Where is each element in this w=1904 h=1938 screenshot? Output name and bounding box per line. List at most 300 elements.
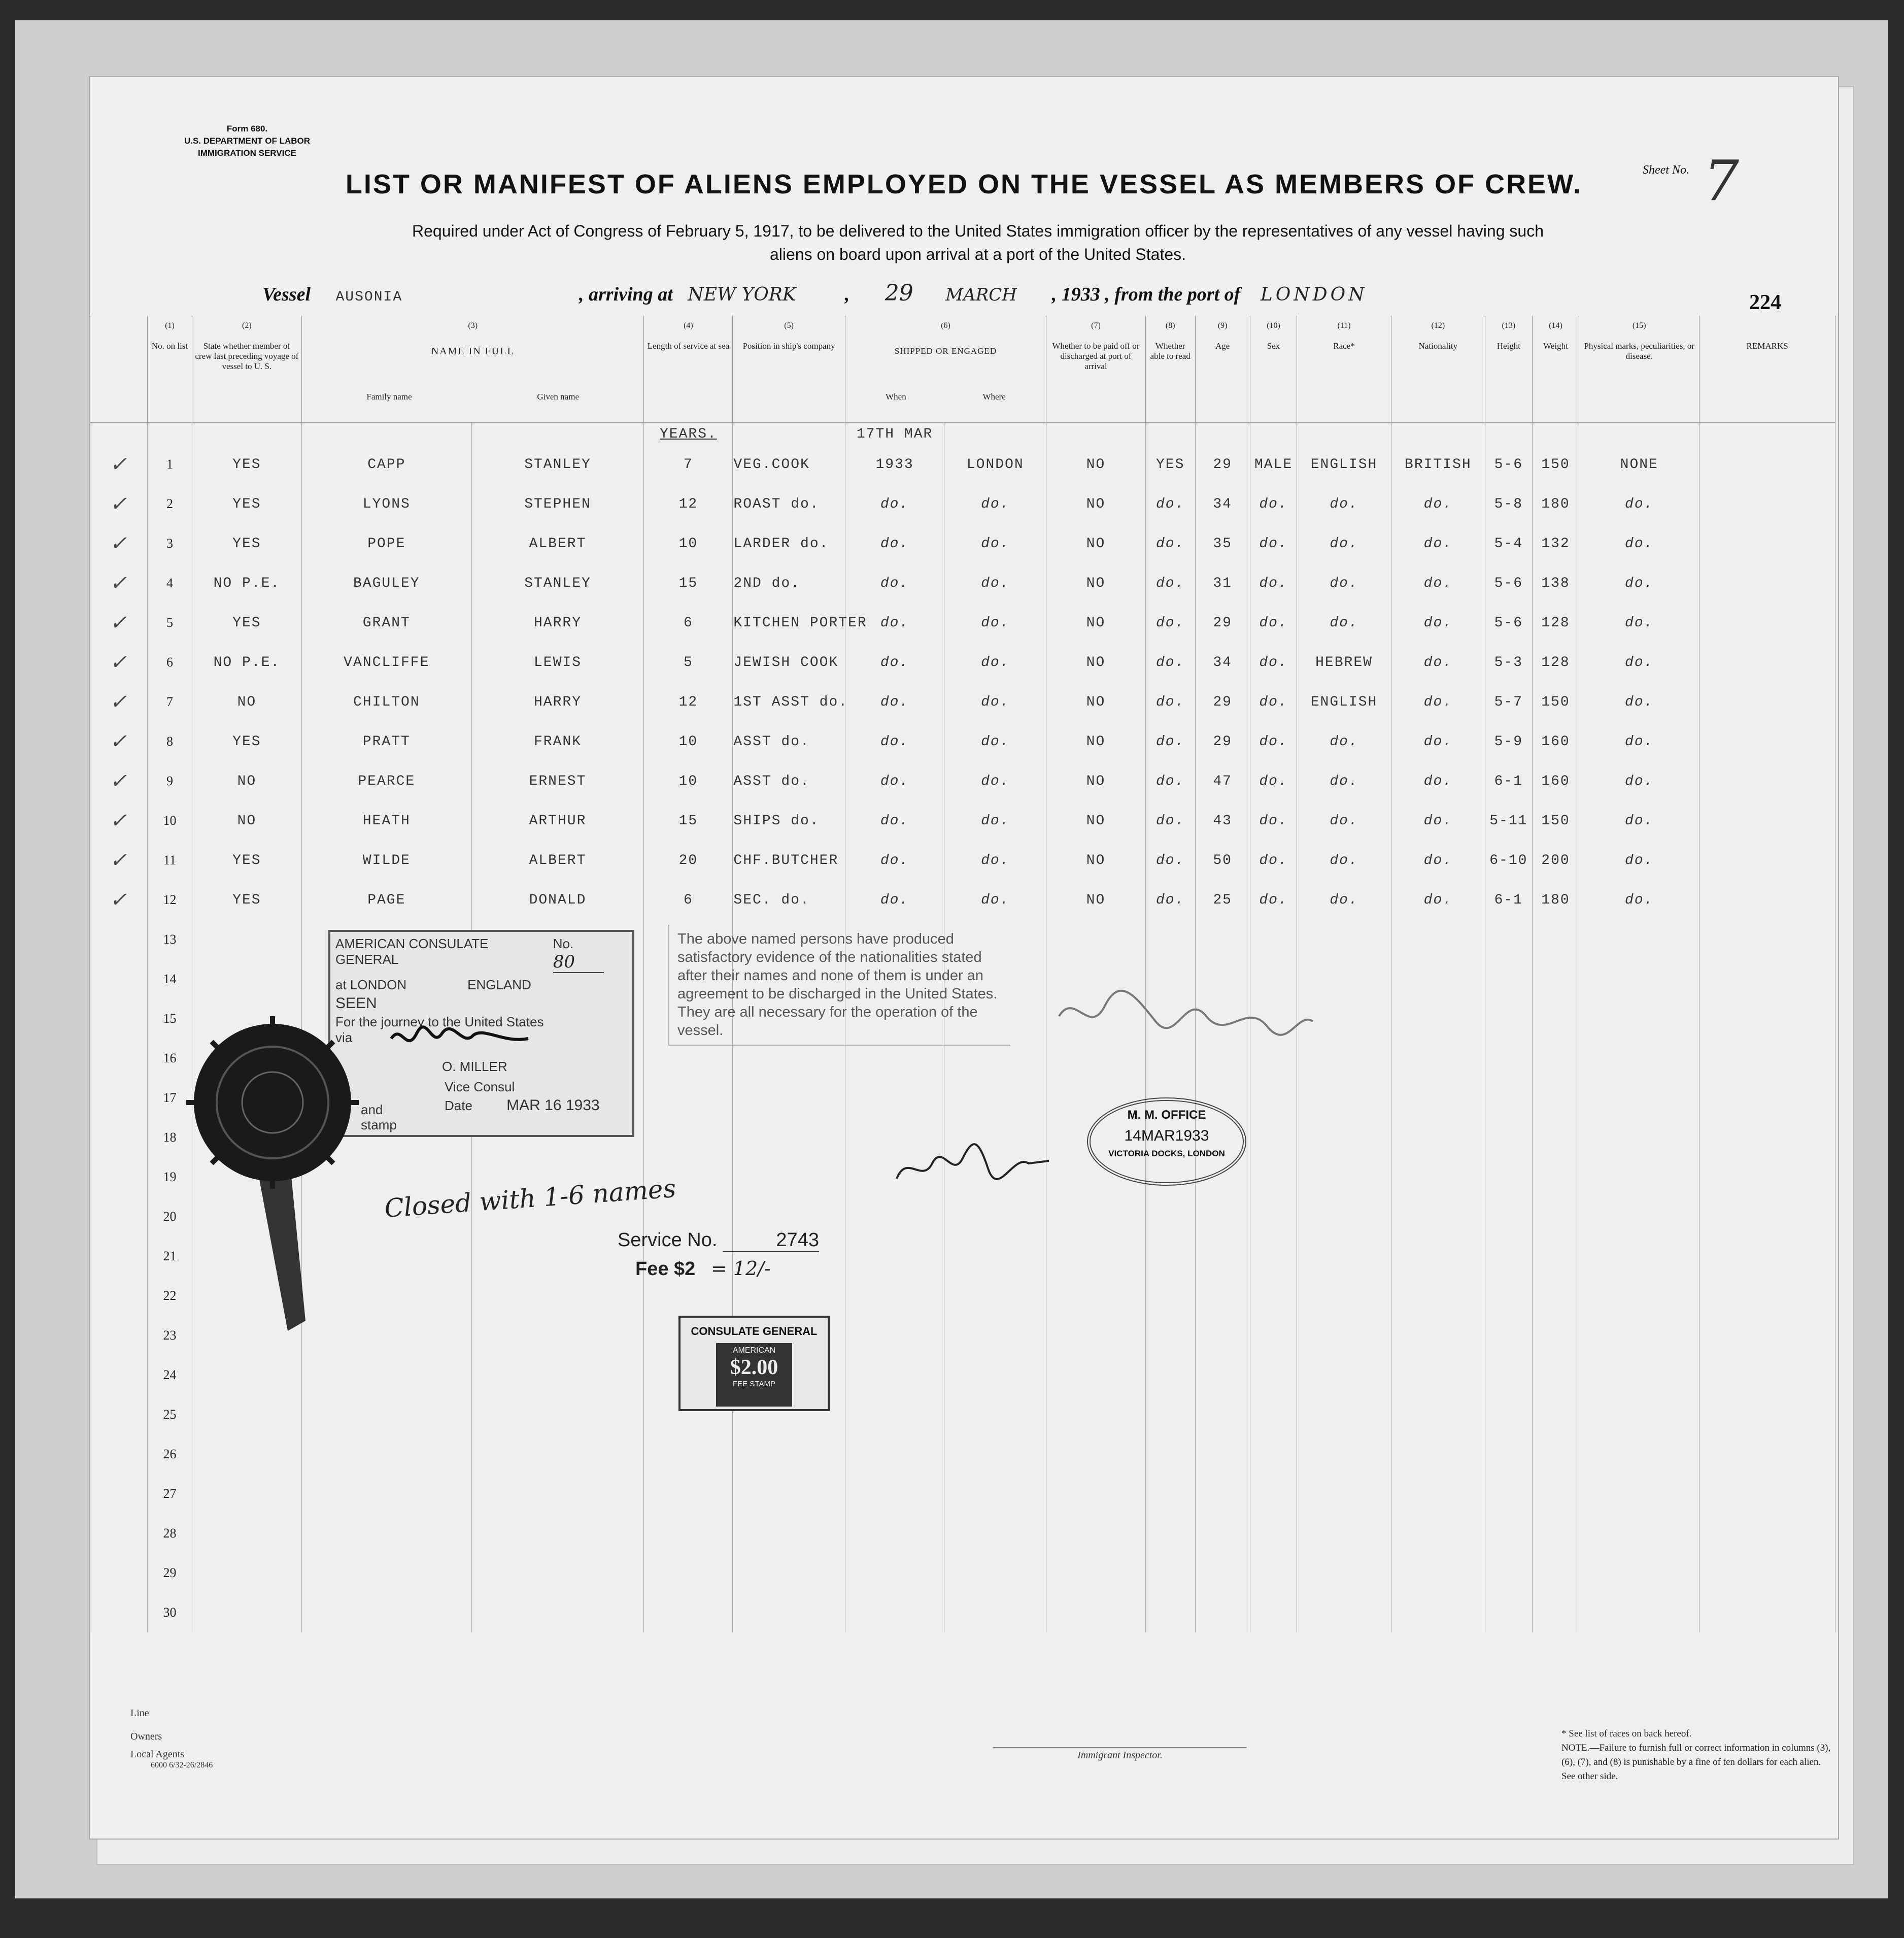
cell-nat: do. (1391, 682, 1485, 722)
empty-cell (1391, 1157, 1485, 1197)
empty-cell (1579, 1434, 1699, 1474)
empty-cell (1391, 1355, 1485, 1395)
empty-cell (1485, 959, 1533, 999)
empty-cell (1485, 1395, 1533, 1434)
cell-weight: 160 (1532, 722, 1579, 761)
cell-position: ASST do. (733, 761, 845, 801)
form-number: Form 680. (226, 124, 268, 133)
empty-cell (1145, 920, 1195, 959)
empty-cell (1579, 1474, 1699, 1514)
cell-weight: 128 (1532, 643, 1579, 682)
cell-when: do. (845, 484, 944, 524)
row-number: 2 (148, 484, 192, 524)
given-name: HARRY (471, 682, 644, 722)
cell-phys: do. (1579, 801, 1699, 841)
closed-note: Closed with 1-6 names (383, 1173, 677, 1224)
empty-cell (1699, 1355, 1835, 1395)
empty-cell (1485, 1237, 1533, 1276)
service-name: IMMIGRATION SERVICE (198, 148, 296, 158)
empty-cell (733, 1276, 845, 1316)
cell-when: do. (845, 880, 944, 920)
cell-weight: 160 (1532, 761, 1579, 801)
empty-cell (1391, 1474, 1485, 1514)
col-num-13: (13) (1485, 316, 1533, 336)
cell-race: do. (1297, 761, 1391, 801)
cell-paid: NO (1046, 841, 1146, 880)
cell-phys: do. (1579, 841, 1699, 880)
check-mark-icon: ✓ (110, 849, 128, 872)
cell-age: 29 (1195, 682, 1250, 722)
check-cell (90, 920, 148, 959)
cell-sex: do. (1250, 603, 1297, 643)
header-given-name: Given name (537, 392, 579, 402)
cell-sex: do. (1250, 801, 1297, 841)
consulate-no-label: No. (553, 936, 574, 951)
cell-race: do. (1297, 563, 1391, 603)
check-cell (90, 1474, 148, 1514)
empty-cell (644, 1434, 733, 1474)
empty-cell (1046, 1316, 1146, 1355)
consul-date-label: Date (445, 1098, 472, 1113)
check-cell (90, 563, 148, 603)
empty-cell (1579, 1276, 1699, 1316)
cell-age: 50 (1195, 841, 1250, 880)
empty-cell (1046, 1474, 1146, 1514)
empty-cell (644, 1593, 733, 1632)
empty-cell (192, 959, 301, 999)
empty-cell (1046, 1395, 1146, 1434)
empty-cell (1485, 1118, 1533, 1157)
cell-read: do. (1145, 761, 1195, 801)
cell-nat: do. (1391, 563, 1485, 603)
remarks-cell (1699, 603, 1835, 643)
cell-height: 5-4 (1485, 524, 1533, 563)
cell-race: HEBREW (1297, 643, 1391, 682)
cell-length: 10 (644, 722, 733, 761)
check-cell (90, 841, 148, 880)
empty-cell (845, 1276, 944, 1316)
cell-sex: do. (1250, 682, 1297, 722)
empty-cell (1699, 1553, 1835, 1593)
col-num-5: (5) (733, 316, 845, 336)
cell-height: 5-6 (1485, 563, 1533, 603)
empty-cell (845, 1593, 944, 1632)
cell-where: do. (944, 524, 1046, 563)
cell-position: ASST do. (733, 722, 845, 761)
row-number: 24 (148, 1355, 192, 1395)
cell-paid: NO (1046, 524, 1146, 563)
check-mark-icon: ✓ (110, 888, 128, 912)
row-number: 11 (148, 841, 192, 880)
check-mark-icon: ✓ (110, 651, 128, 674)
cell-when: do. (845, 801, 944, 841)
empty-cell (471, 1355, 644, 1395)
empty-cell (644, 1078, 733, 1118)
empty-cell (1391, 1078, 1485, 1118)
family-name: POPE (301, 524, 471, 563)
col-num-6: (6) (845, 316, 1046, 336)
year-prefix: , 19 (1051, 284, 1081, 305)
empty-cell (1297, 1514, 1391, 1553)
column-number-row (90, 316, 1835, 336)
empty-cell (1297, 1434, 1391, 1474)
fee-line (635, 1257, 771, 1280)
check-mark-icon: ✓ (110, 532, 128, 555)
given-name: ALBERT (471, 841, 644, 880)
cell-read: do. (1145, 484, 1195, 524)
empty-cell (471, 1316, 644, 1355)
cell-where: do. (944, 801, 1046, 841)
empty-cell (1250, 1197, 1297, 1237)
consulate-journey: For the journey to the United States (335, 1014, 544, 1029)
cell-when: do. (845, 682, 944, 722)
row-number: 23 (148, 1316, 192, 1355)
col-num-7: (7) (1046, 316, 1146, 336)
form-identifier (166, 123, 328, 159)
member-last-voyage: NO (192, 761, 301, 801)
empty-cell (301, 1474, 471, 1514)
empty-cell (1195, 1514, 1250, 1553)
header-where: Where (982, 392, 1006, 402)
cell-age: 35 (1195, 524, 1250, 563)
empty-cell (1485, 1157, 1533, 1197)
check-cell (90, 1395, 148, 1434)
check-cell (90, 1197, 148, 1237)
check-cell (90, 722, 148, 761)
empty-cell (1297, 1237, 1391, 1276)
page-title: LIST OR MANIFEST OF ALIENS EMPLOYED ON THE VESSEL AS MEMBERS OF CREW. (345, 169, 1583, 199)
revenue-stamp (716, 1343, 792, 1407)
consul-name: O. MILLER (442, 1059, 507, 1074)
cell-length: 6 (644, 603, 733, 643)
vessel-label: Vessel (262, 284, 311, 305)
cell-weight: 150 (1532, 445, 1579, 484)
cell-age: 29 (1195, 445, 1250, 484)
empty-cell (1579, 999, 1699, 1039)
consular-seal-icon (171, 1016, 384, 1372)
vessel-name: AUSONIA (335, 289, 403, 305)
table-row (90, 801, 1835, 841)
empty-cell (1699, 1118, 1835, 1157)
remarks-cell (1699, 524, 1835, 563)
cell-age: 31 (1195, 563, 1250, 603)
cell-sex: do. (1250, 524, 1297, 563)
fee-value: = 12/- (710, 1257, 771, 1280)
empty-cell (1297, 1276, 1391, 1316)
empty-cell (733, 1553, 845, 1593)
empty-cell (192, 1395, 301, 1434)
column-header-row (90, 336, 1835, 423)
empty-cell (1250, 1355, 1297, 1395)
cell-nat: do. (1391, 761, 1485, 801)
empty-cell (471, 1395, 644, 1434)
check-mark-icon: ✓ (110, 572, 128, 595)
empty-cell (1250, 1237, 1297, 1276)
check-cell (90, 761, 148, 801)
row-number: 7 (148, 682, 192, 722)
cell-position: VEG.COOK (733, 445, 845, 484)
empty-cell (192, 1434, 301, 1474)
empty-cell (1485, 1593, 1533, 1632)
footer-races-note: * See list of races on back hereof. (1561, 1728, 1692, 1739)
cell-paid: NO (1046, 445, 1146, 484)
subtitle-line-1: Required under Act of Congress of February 5, 1917, to be delivered to the United States immigration officer by the representatives of any vessel having such (412, 222, 1544, 240)
empty-cell (1195, 1197, 1250, 1237)
check-cell (90, 1316, 148, 1355)
oval-stamp-date: 14MAR1933 (1124, 1127, 1209, 1144)
consul-title: Vice Consul (445, 1079, 515, 1094)
table-row (90, 484, 1835, 524)
given-name: ALBERT (471, 524, 644, 563)
remarks-cell (1699, 761, 1835, 801)
empty-cell (1699, 1474, 1835, 1514)
empty-cell (1046, 1197, 1146, 1237)
header-weight: Weight (1532, 336, 1579, 423)
empty-cell (1195, 1395, 1250, 1434)
pre-row (90, 423, 1835, 445)
consulate-fee-stamp (678, 1316, 830, 1411)
empty-cell (1579, 1197, 1699, 1237)
department-name: U.S. DEPARTMENT OF LABOR (184, 136, 311, 146)
footer-form-code: 6000 6/32-26/2846 (151, 1761, 213, 1769)
header-age: Age (1195, 336, 1250, 423)
empty-cell (644, 1514, 733, 1553)
empty-cell (644, 1553, 733, 1593)
cell-paid: NO (1046, 880, 1146, 920)
cell-when: do. (845, 722, 944, 761)
check-cell (90, 1039, 148, 1078)
empty-cell (1532, 1118, 1579, 1157)
remarks-cell (1699, 445, 1835, 484)
row-number: 4 (148, 563, 192, 603)
cell-phys: do. (1579, 484, 1699, 524)
empty-cell (845, 1553, 944, 1593)
header-shipped-engaged (845, 336, 1046, 423)
member-last-voyage: YES (192, 841, 301, 880)
footer-penalty-note: NOTE.—Failure to furnish full or correct information in columns (3), (6), (7), and (8) is punishable by a fine of ten dollars for each alien. See other side. (1561, 1743, 1831, 1782)
col-num-15: (15) (1579, 316, 1699, 336)
empty-cell (1532, 1039, 1579, 1078)
consulate-no-value: 80 (553, 952, 604, 973)
header-name-in-full (301, 336, 643, 423)
empty-cell (1250, 1078, 1297, 1118)
empty-cell (192, 920, 301, 959)
empty-cell (1579, 920, 1699, 959)
empty-cell (1485, 920, 1533, 959)
consul-stamp-word: stamp (361, 1117, 397, 1132)
member-last-voyage: YES (192, 524, 301, 563)
empty-cell (1145, 1553, 1195, 1593)
member-last-voyage: YES (192, 880, 301, 920)
family-name: LYONS (301, 484, 471, 524)
empty-cell (1145, 1434, 1195, 1474)
empty-cell (1532, 1276, 1579, 1316)
remarks-cell (1699, 643, 1835, 682)
cell-sex: do. (1250, 761, 1297, 801)
cell-where: do. (944, 603, 1046, 643)
empty-cell (1485, 999, 1533, 1039)
family-name: CHILTON (301, 682, 471, 722)
empty-cell (1699, 1395, 1835, 1434)
service-number (618, 1229, 819, 1252)
cell-height: 5-7 (1485, 682, 1533, 722)
table-row-empty (90, 1395, 1835, 1434)
empty-cell (1532, 1434, 1579, 1474)
cell-position: ROAST do. (733, 484, 845, 524)
empty-cell (1297, 1118, 1391, 1157)
empty-cell (301, 1514, 471, 1553)
cell-age: 29 (1195, 603, 1250, 643)
cell-weight: 150 (1532, 682, 1579, 722)
years-label: YEARS. (644, 423, 733, 445)
empty-cell (1046, 1276, 1146, 1316)
empty-cell (1391, 1395, 1485, 1434)
row-number: 17 (148, 1078, 192, 1118)
table-row-empty (90, 1593, 1835, 1632)
check-cell (90, 1434, 148, 1474)
empty-cell (1391, 920, 1485, 959)
table-row (90, 603, 1835, 643)
empty-cell (1145, 1355, 1195, 1395)
family-name: BAGULEY (301, 563, 471, 603)
empty-cell (1532, 1316, 1579, 1355)
empty-cell (1250, 1474, 1297, 1514)
cell-length: 10 (644, 524, 733, 563)
empty-cell (644, 1118, 733, 1157)
empty-cell (1391, 999, 1485, 1039)
empty-cell (1579, 1078, 1699, 1118)
empty-cell (1391, 1553, 1485, 1593)
empty-cell (1046, 1237, 1146, 1276)
empty-cell (1297, 1316, 1391, 1355)
given-name: ERNEST (471, 761, 644, 801)
empty-cell (1579, 1118, 1699, 1157)
row-number: 21 (148, 1237, 192, 1276)
cell-length: 20 (644, 841, 733, 880)
empty-cell (1532, 1514, 1579, 1553)
cell-when: 1933 (845, 445, 944, 484)
cell-read: do. (1145, 801, 1195, 841)
table-row (90, 880, 1835, 920)
cell-height: 6-10 (1485, 841, 1533, 880)
empty-cell (471, 1593, 644, 1632)
empty-cell (1250, 1316, 1297, 1355)
empty-cell (1532, 1593, 1579, 1632)
row-number: 3 (148, 524, 192, 563)
consulate-name: AMERICAN CONSULATE GENERAL (335, 936, 489, 967)
service-label: Service No. (618, 1229, 718, 1251)
departure-port: LONDON (1260, 284, 1368, 305)
row-number: 5 (148, 603, 192, 643)
page-subtitle (242, 219, 1714, 266)
empty-cell (1297, 1355, 1391, 1395)
col-num-8: (8) (1145, 316, 1195, 336)
cell-paid: NO (1046, 801, 1146, 841)
check-mark-icon: ✓ (110, 492, 128, 516)
empty-cell (944, 1237, 1046, 1276)
cell-when: do. (845, 761, 944, 801)
empty-cell (1297, 1157, 1391, 1197)
empty-cell (1046, 1434, 1146, 1474)
empty-cell (944, 1395, 1046, 1434)
table-row-empty (90, 1553, 1835, 1593)
check-cell (90, 1355, 148, 1395)
empty-cell (471, 1553, 644, 1593)
consulate-country: ENGLAND (467, 977, 531, 992)
empty-cell (1046, 1355, 1146, 1395)
row-number: 22 (148, 1276, 192, 1316)
empty-cell (192, 1553, 301, 1593)
header-paid-off: Whether to be paid off or discharged at port of arrival (1046, 336, 1146, 423)
family-name: GRANT (301, 603, 471, 643)
header-family-name: Family name (366, 392, 412, 402)
empty-cell (1579, 1237, 1699, 1276)
empty-cell (944, 1514, 1046, 1553)
check-cell (90, 484, 148, 524)
member-last-voyage: NO P.E. (192, 563, 301, 603)
arrival-month: MARCH (945, 285, 1017, 305)
check-cell (90, 603, 148, 643)
remarks-cell (1699, 722, 1835, 761)
member-last-voyage: YES (192, 445, 301, 484)
check-cell (90, 1593, 148, 1632)
table-row (90, 761, 1835, 801)
cell-position: KITCHEN PORTER (733, 603, 845, 643)
cell-position: 1ST ASST do. (733, 682, 845, 722)
empty-cell (1391, 1434, 1485, 1474)
family-name: PAGE (301, 880, 471, 920)
cell-paid: NO (1046, 643, 1146, 682)
cell-race: do. (1297, 603, 1391, 643)
family-name: PEARCE (301, 761, 471, 801)
table-row-empty (90, 1434, 1835, 1474)
cell-phys: do. (1579, 563, 1699, 603)
empty-cell (1532, 1474, 1579, 1514)
header-position: Position in ship's company (733, 336, 845, 423)
remarks-cell (1699, 841, 1835, 880)
cell-phys: do. (1579, 722, 1699, 761)
empty-cell (1145, 1593, 1195, 1632)
check-cell (90, 1157, 148, 1197)
empty-cell (845, 1395, 944, 1434)
mm-office-stamp (1087, 1097, 1246, 1186)
cell-nat: do. (1391, 643, 1485, 682)
row-number: 13 (148, 920, 192, 959)
empty-cell (1485, 1514, 1533, 1553)
cell-nat: do. (1391, 801, 1485, 841)
cell-length: 10 (644, 761, 733, 801)
cell-height: 5-6 (1485, 603, 1533, 643)
cell-when: do. (845, 524, 944, 563)
cell-length: 12 (644, 484, 733, 524)
cell-phys: do. (1579, 682, 1699, 722)
empty-cell (644, 1276, 733, 1316)
consul-date: MAR 16 1933 (506, 1097, 600, 1114)
cell-race: do. (1297, 841, 1391, 880)
empty-cell (1485, 1078, 1533, 1118)
empty-cell (1485, 1553, 1533, 1593)
empty-cell (1532, 1157, 1579, 1197)
revenue-stamp-label: FEE STAMP (733, 1380, 775, 1388)
empty-cell (1699, 1316, 1835, 1355)
empty-cell (1145, 1237, 1195, 1276)
row-number: 30 (148, 1593, 192, 1632)
cell-where: do. (944, 484, 1046, 524)
col-num-3: (3) (301, 316, 643, 336)
fee-label: Fee $2 (635, 1258, 696, 1280)
header-able-read: Whether able to read (1145, 336, 1195, 423)
empty-cell (1579, 1316, 1699, 1355)
